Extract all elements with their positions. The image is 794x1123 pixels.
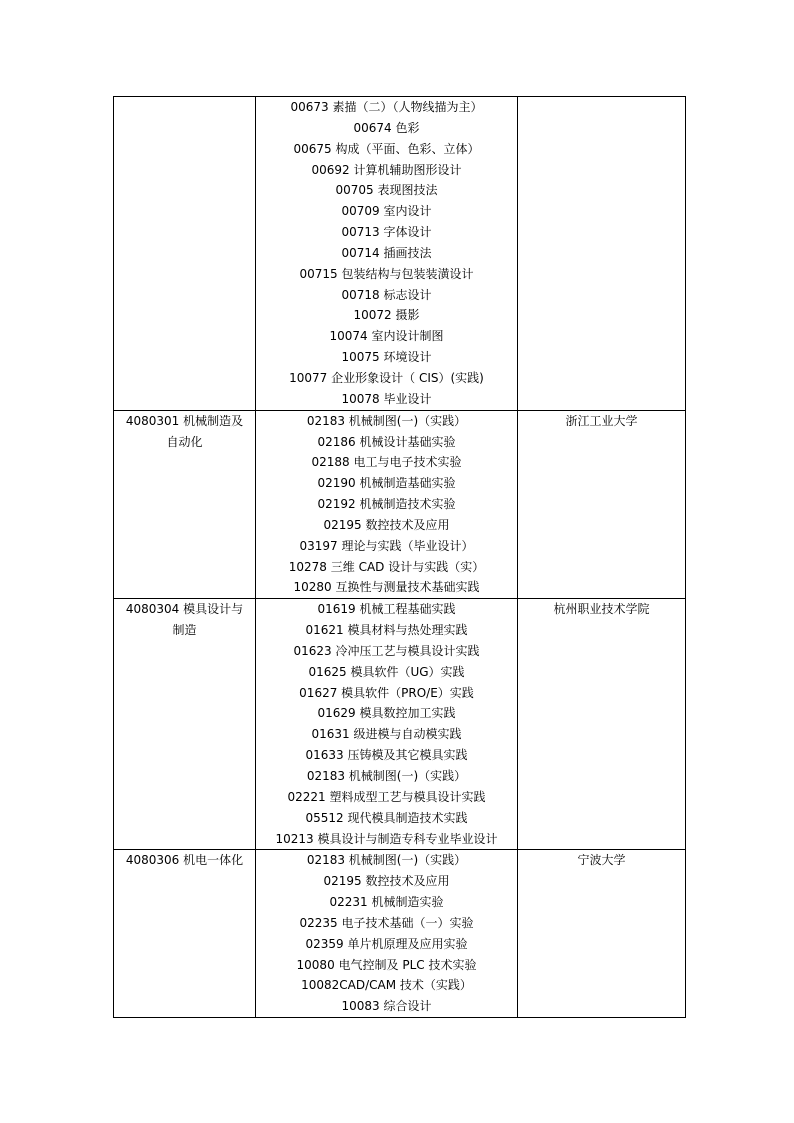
major-name-line: 4080306 机电一体化 [125, 853, 244, 868]
school-name: 宁波大学 [577, 853, 626, 868]
table-row [114, 410, 686, 599]
course-item: 02192 机械制造技术实验 [317, 497, 456, 512]
course-item: 02190 机械制造基础实验 [317, 476, 456, 491]
courses-cell [256, 599, 518, 850]
course-item: 00709 室内设计 [341, 204, 432, 219]
course-item: 10082CAD/CAM 技术（实践） [301, 978, 472, 993]
major-name-line: 制造 [172, 623, 197, 638]
course-item: 02195 数控技术及应用 [323, 517, 450, 532]
course-item: 01621 模具材料与热处理实践 [305, 623, 468, 638]
course-item: 03197 理论与实践（毕业设计） [299, 538, 474, 553]
course-item: 01633 压铸模及其它模具实践 [305, 748, 468, 763]
course-item: 10080 电气控制及 PLC 技术实验 [296, 957, 477, 972]
course-item: 02235 电子技术基础（一）实验 [299, 915, 474, 930]
course-item: 10280 互换性与测量技术基础实践 [293, 580, 480, 595]
course-item: 00673 素描（二）（人物线描为主） [290, 100, 483, 114]
course-item: 02221 塑料成型工艺与模具设计实践 [287, 789, 486, 804]
course-item: 02231 机械制造实验 [329, 895, 444, 910]
course-item: 01623 冷冲压工艺与模具设计实践 [293, 643, 480, 658]
course-item: 02186 机械设计基础实验 [317, 434, 456, 449]
course-item: 00715 包装结构与包装装潢设计 [299, 266, 474, 281]
course-item: 10278 三维 CAD 设计与实践（实） [288, 559, 485, 574]
major-cell [114, 410, 256, 599]
course-item: 10083 综合设计 [341, 999, 432, 1014]
course-item: 02195 数控技术及应用 [323, 874, 450, 889]
course-item: 02183 机械制图(一)（实践） [306, 413, 467, 428]
course-item: 01631 级进模与自动模实践 [311, 727, 462, 742]
course-item: 10078 毕业设计 [341, 391, 432, 406]
course-item: 05512 现代模具制造技术实践 [305, 810, 468, 825]
course-item: 10077 企业形象设计（ CIS）(实践) [289, 370, 484, 385]
course-item: 00713 字体设计 [341, 225, 432, 240]
table-row [114, 97, 686, 411]
course-item: 00674 色彩 [353, 120, 420, 135]
course-table [113, 96, 686, 1018]
course-item: 02188 电工与电子技术实验 [311, 455, 462, 470]
major-name-line: 4080304 模具设计与 [125, 602, 244, 617]
school-name: 杭州职业技术学院 [553, 602, 650, 617]
course-item: 00718 标志设计 [341, 287, 432, 302]
course-item: 01619 机械工程基础实践 [317, 602, 456, 617]
course-item: 02359 单片机原理及应用实验 [305, 936, 468, 951]
course-item: 10213 模具设计与制造专科专业毕业设计 [275, 831, 498, 846]
school-cell [518, 410, 686, 599]
courses-cell [256, 410, 518, 599]
course-item: 01629 模具数控加工实践 [317, 706, 456, 721]
course-item: 01627 模具软件（PRO/E）实践 [299, 685, 474, 700]
table-row [114, 850, 686, 1018]
course-item: 00675 构成（平面、色彩、立体） [293, 141, 480, 156]
course-item: 02183 机械制图(一)（实践） [306, 769, 467, 783]
course-item: 10074 室内设计制图 [329, 329, 444, 344]
school-cell [518, 599, 686, 850]
major-cell [114, 97, 256, 411]
table-body [114, 97, 686, 1018]
major-name-line: 4080301 机械制造及 [125, 413, 244, 428]
courses-cell [256, 850, 518, 1018]
course-item: 02183 机械制图(一)（实践） [306, 853, 467, 868]
course-item: 00705 表现图技法 [335, 183, 438, 198]
school-cell [518, 97, 686, 411]
major-name-line: 自动化 [166, 434, 203, 449]
course-item: 10075 环境设计 [341, 350, 432, 365]
course-item: 00714 插画技法 [341, 245, 432, 260]
table-row [114, 599, 686, 850]
school-cell [518, 850, 686, 1018]
courses-cell [256, 97, 518, 411]
course-item: 00692 计算机辅助图形设计 [311, 162, 462, 177]
course-item: 10072 摄影 [353, 308, 420, 323]
major-cell [114, 599, 256, 850]
course-item: 01625 模具软件（UG）实践 [308, 664, 465, 679]
school-name: 浙江工业大学 [565, 413, 638, 428]
major-cell [114, 850, 256, 1018]
